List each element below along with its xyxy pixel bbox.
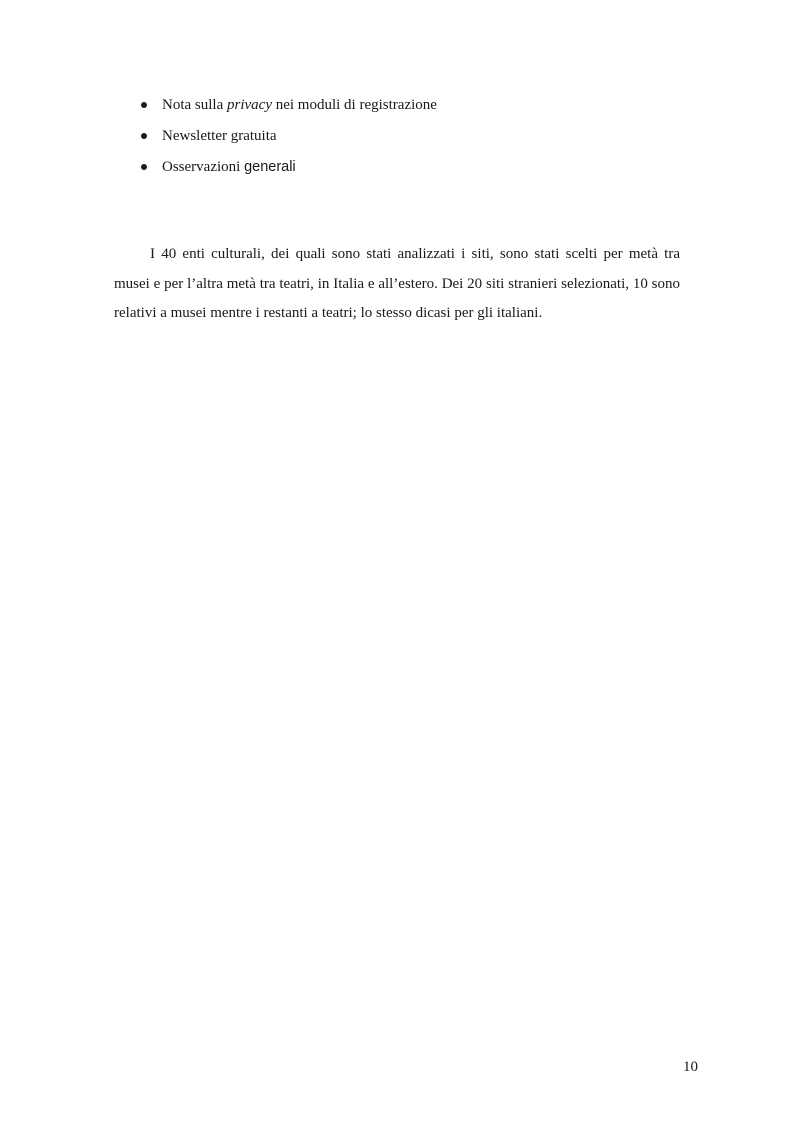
- bullet-icon: [141, 102, 147, 108]
- list-item-text: nei moduli di registrazione: [271, 97, 437, 113]
- paragraph-line: sono relativi a musei mentre i restanti a teatri; lo stesso dicasi per gli italiani.: [114, 275, 680, 321]
- list-item: [140, 94, 437, 125]
- bullet-icon: [141, 164, 147, 170]
- list-item-text-sans: generali: [244, 159, 296, 175]
- paragraph-line: I 40 enti culturali, dei quali sono stati analizzati i siti, sono stati scelti per metà tra: [150, 246, 680, 262]
- bullet-icon: [141, 133, 147, 139]
- body-paragraph: [114, 240, 680, 329]
- bullet-list: [140, 94, 437, 187]
- list-item: [140, 125, 437, 156]
- list-item-text: Nota sulla: [162, 97, 227, 113]
- list-item: [140, 156, 437, 187]
- page-number: 10: [683, 1059, 698, 1075]
- list-item-text: Newsletter gratuita: [162, 128, 277, 144]
- list-item-text: Osservazioni: [162, 159, 245, 175]
- paragraph-line: musei e per l’altra metà tra teatri, in Italia e all’estero. Dei 20 siti stranieri selezionati, 10: [114, 275, 648, 292]
- list-item-emphasis: privacy: [227, 97, 272, 113]
